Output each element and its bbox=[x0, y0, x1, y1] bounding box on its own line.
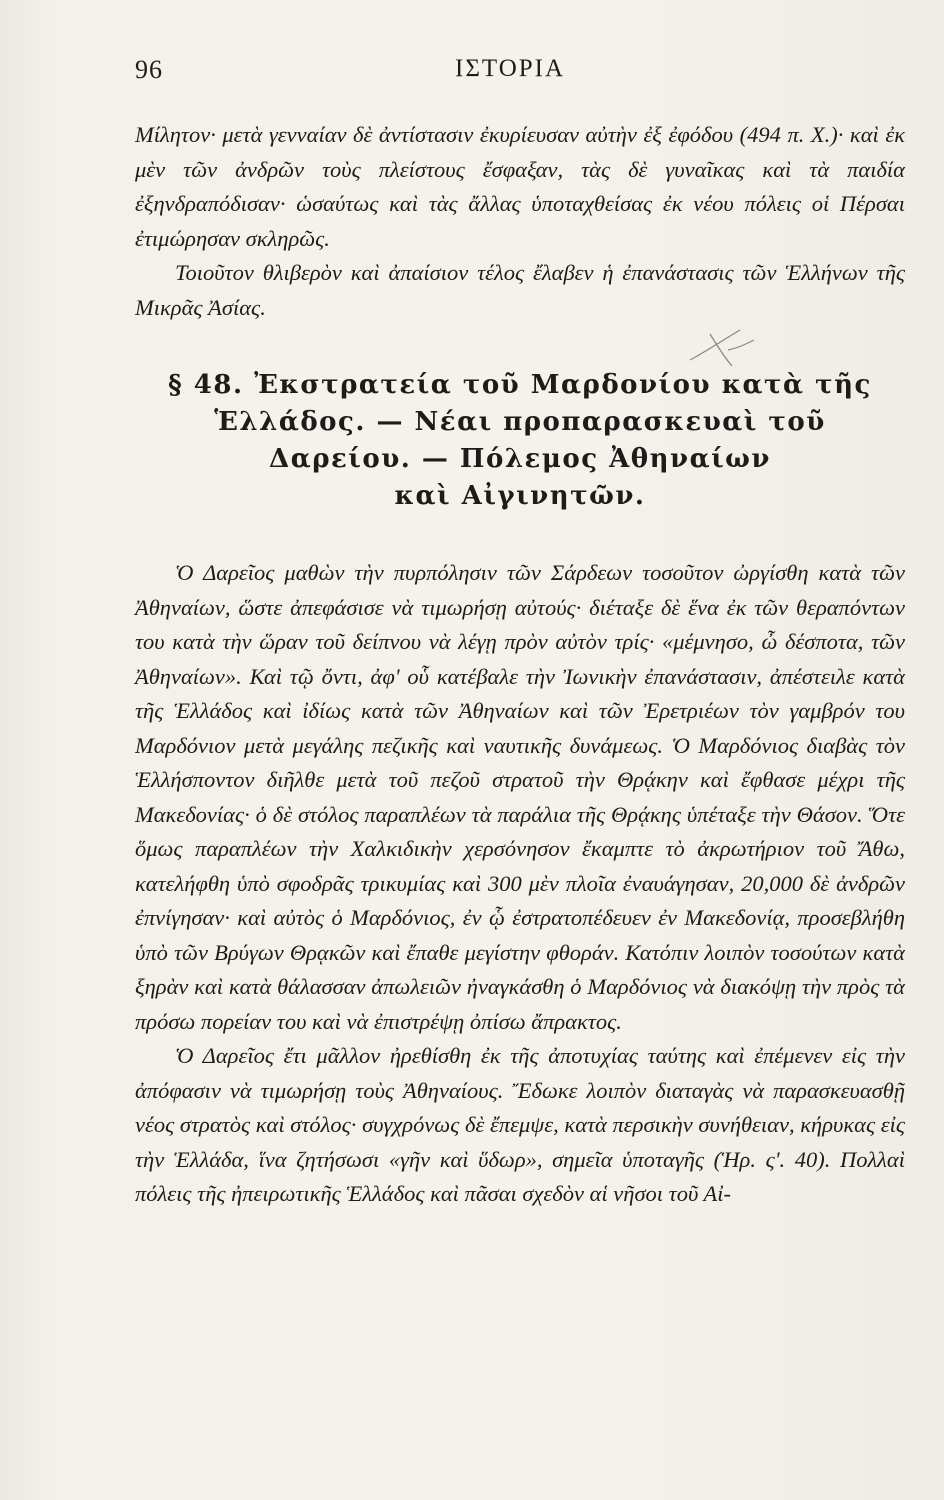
running-title: ΙΣΤΟΡΙΑ bbox=[455, 55, 566, 82]
heading-line: § 48. Ἐκστρατεία τοῦ Μαρδονίου κατὰ τῆς bbox=[168, 370, 872, 400]
paragraph: Ὁ Δαρεῖος ἔτι μᾶλλον ἠρεθίσθη ἐκ τῆς ἀποτυχίας ταύτης καὶ ἐπέμενεν εἰς τὴν ἀπόφασιν νὰ τιμωρήσῃ τοὺς Ἀθηναίους. Ἔδωκε λοιπὸν διαταγὰς νὰ παρασκευασθῇ νέος στρατὸς καὶ στόλος· συγχρόνως δὲ ἔπεμψε, κατὰ περσικὴν συνήθειαν, κήρυκας εἰς τὴν Ἑλλάδα, ἵνα ζητήσωσι «γῆν καὶ ὕδωρ», σημεῖα ὑποταγῆς (Ἡρ. ς'. 40). Πολλαὶ πόλεις τῆς ἠπειρωτικῆς Ἑλλάδος καὶ πᾶσαι σχεδὸν αἱ νῆσοι τοῦ Αἰ- bbox=[135, 1043, 905, 1206]
page-header bbox=[135, 55, 904, 95]
paragraph: Ὁ Δαρεῖος μαθὼν τὴν πυρπόλησιν τῶν Σάρδεων τοσοῦτον ὠργίσθη κατὰ τῶν Ἀθηναίων, ὥστε ἀπεφάσισε νὰ τιμωρήσῃ αὐτούς· διέταξε δὲ ἕνα ἐκ τῶν θεραπόντων του κατὰ τὴν ὥραν τοῦ δείπνου νὰ λέγῃ πρὸν αὐτὸν τρίς· «μέμνησο, ὦ δέσποτα, τῶν Ἀθηναίων». Καὶ τῷ ὄντι, ἀφ' οὗ κατέβαλε τὴν Ἰωνικὴν ἐπανάστασιν, ἀπέστειλε κατὰ τῆς Ἑλλάδος καὶ ἰδίως κατὰ τῶν Ἀθηναίων καὶ τῶν Ἐρετριέων τὸν γαμβρόν του Μαρδόνιον μετὰ μεγάλης πεζικῆς καὶ ναυτικῆς δυνάμεως. Ὁ Μαρδόνιος διαβὰς τὸν Ἑλλήσποντον διῆλθε μετὰ τοῦ πεζοῦ στρατοῦ τὴν Θρᾴκην καὶ ἔφθασε μέχρι τῆς Μακεδονίας· ὁ δὲ στόλος παραπλέων τὰ παράλια τῆς Θρᾴκης ὑπέταξε τὴν Θάσον. Ὅτε ὅμως παραπλέων τὴν Χαλκιδικὴν χερσόνησον ἔκαμπτε τὸ ἀκρωτήριον τοῦ Ἄθω, κατελήφθη ὑπὸ σφοδρᾶς τρικυμίας καὶ 300 μὲν πλοῖα ἐναυάγησαν, 20,000 δὲ ἀνδρῶν ἐπνίγησαν· καὶ αὐτὸς ὁ Μαρδόνιος, ἐν ᾧ ἐστρατοπέδευεν ἐν Μακεδονίᾳ, προσεβλήθη ὑπὸ τῶν Βρύγων Θρᾳκῶν καὶ ἔπαθε μεγίστην φθοράν. Κατόπιν λοιπὸν τοσούτων κατὰ ξηρὰν καὶ κατὰ θάλασσαν ἀπωλειῶν ἠναγκάσθη ὁ Μαρδόνιος νὰ διακόψῃ τὴν πρὸς τὰ πρόσω πορείαν του καὶ νὰ ἐπιστρέψῃ ὀπίσω ἄπρακτος. bbox=[135, 560, 905, 1034]
section-heading bbox=[135, 367, 905, 515]
heading-line: Δαρείου. — Πόλεμος Ἀθηναίων bbox=[269, 444, 771, 474]
paragraph: Μίλητον· μετὰ γενναίαν δὲ ἀντίστασιν ἐκυρίευσαν αὐτὴν ἐξ ἐφόδου (494 π. Χ.)· καὶ ἐκ μὲν τῶν ἀνδρῶν τοὺς πλείστους ἔσφαξαν, τὰς δὲ γυναῖκας καὶ τὰ παιδία ἐξηνδραπόδισαν· ὡσαύτως καὶ τὰς ἄλλας ὑποταχθείσας ἐκ νέου πόλεις οἱ Πέρσαι ἐτιμώρησαν σκληρῶς. bbox=[135, 122, 905, 251]
page-number: 96 bbox=[135, 55, 163, 84]
main-text-block bbox=[135, 556, 905, 1212]
intro-text-block bbox=[135, 118, 905, 325]
heading-line: Ἑλλάδος. — Νέαι προπαρασκευαὶ τοῦ bbox=[214, 407, 826, 437]
heading-line: καὶ Αἰγινητῶν. bbox=[394, 481, 646, 511]
pencil-scribble-icon bbox=[680, 322, 760, 372]
paragraph: Τοιοῦτον θλιβερὸν καὶ ἀπαίσιον τέλος ἔλαβεν ἡ ἐπανάστασις τῶν Ἑλλήνων τῆς Μικρᾶς Ἀσίας. bbox=[135, 260, 905, 320]
